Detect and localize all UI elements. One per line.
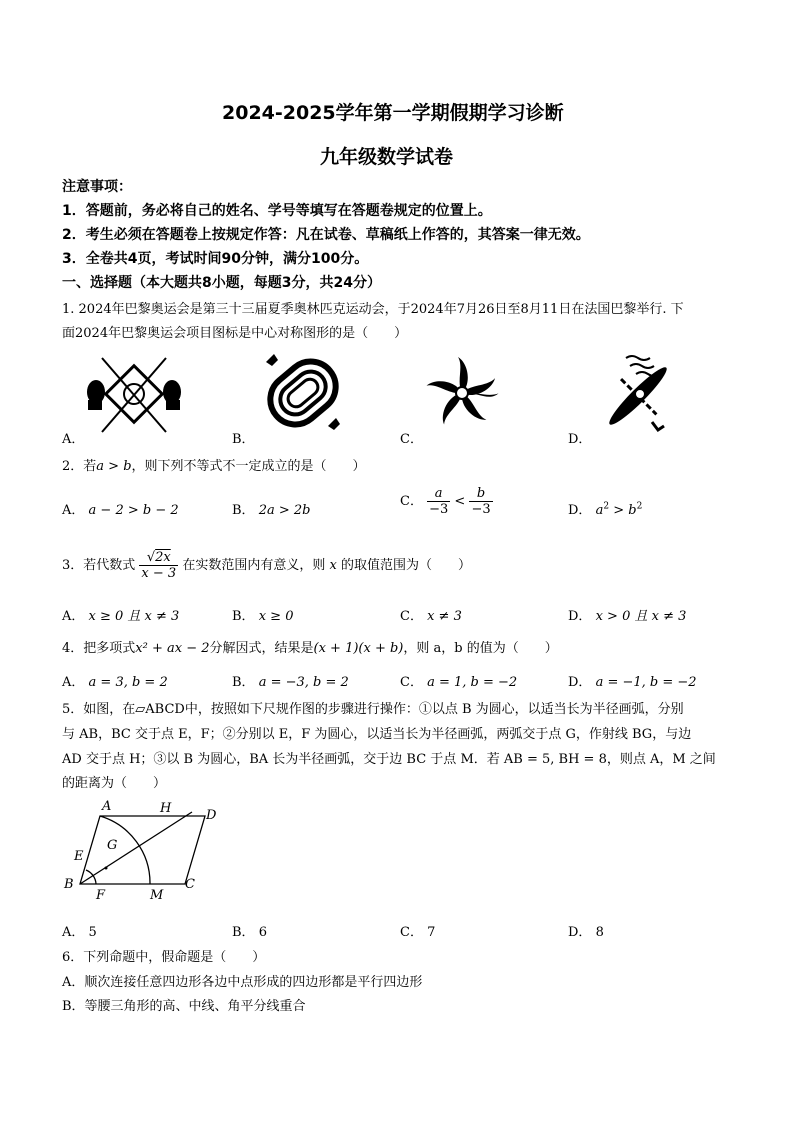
q5-option-d <box>568 921 604 940</box>
q4-factored: (x + 1)(x + b) <box>313 641 404 656</box>
q6-stem: 6．下列命题中，假命题是（ ） <box>62 950 266 965</box>
notes-heading: 注意事项： <box>62 179 132 195</box>
q4-option-c-text: a = 1, b = −2 <box>427 675 518 690</box>
numerator: √2x <box>139 550 178 566</box>
q4-option-c <box>400 671 517 690</box>
q3-stem <box>62 550 471 581</box>
q1-option-a: A． <box>62 432 85 447</box>
q5-option-a <box>62 921 97 940</box>
fraction <box>469 486 492 517</box>
athletics-track-icon <box>262 352 344 434</box>
numerator: b <box>469 486 492 502</box>
q3-stem-mid: 在实数范围内有意义，则 <box>182 558 326 573</box>
q2-stem <box>62 455 366 474</box>
q2-option-a <box>62 499 179 518</box>
option-label: C． <box>400 675 423 690</box>
q2-option-c <box>400 486 493 517</box>
fencing-icon <box>84 354 184 434</box>
exam-subtitle: 九年级数学试卷 <box>320 146 454 168</box>
note-item: 3．全卷共4页，考试时间90分钟，满分100分。 <box>62 251 369 267</box>
parallelogram-abcd <box>80 816 205 884</box>
option-label: B． <box>232 609 255 624</box>
label-b: B <box>64 877 74 892</box>
q4-option-b <box>232 671 349 690</box>
label-m: M <box>150 888 164 903</box>
q3-stem-post: 的取值范围为（ ） <box>340 558 471 573</box>
q5-stem-line4: 的距离为（ ） <box>62 776 167 791</box>
q5-option-b-text: 6 <box>258 925 267 940</box>
q4-stem-pre: 4．把多项式 <box>62 641 136 656</box>
q2-option-b <box>232 499 310 518</box>
q4-stem <box>62 637 558 656</box>
ray-bg <box>80 812 192 884</box>
numerator: a <box>427 486 450 502</box>
q2-stem-pre: 2．若 <box>62 459 97 474</box>
q4-option-a-text: a = 3, b = 2 <box>88 675 168 690</box>
fraction <box>427 486 450 517</box>
q1-option-d: D． <box>568 432 592 447</box>
denominator: −3 <box>471 502 491 517</box>
q3-variable: x <box>329 558 337 573</box>
less-than: < <box>454 494 466 509</box>
q1-stem-line1: 1. 2024年巴黎奥运会是第三十三届夏季奥林匹克运动会，于2024年7月26日至8月11日在法国巴黎举行. 下 <box>62 302 684 317</box>
option-label: B． <box>232 503 255 518</box>
option-label: B． <box>232 675 255 690</box>
fraction <box>139 550 178 581</box>
q4-stem-post: ，则 a，b 的值为（ ） <box>403 641 558 656</box>
label-a: A <box>102 799 112 814</box>
q3-option-d-text: x > 0 且 x ≠ 3 <box>595 609 687 624</box>
q5-stem-line2: 与 AB，BC 交于点 E，F；②分别以 E，F 为圆心，以适当长为半径画弧，两弧交于点 G，作射线 BG，与边 <box>62 727 692 742</box>
option-label: B． <box>232 925 255 940</box>
option-label: C． <box>400 494 423 509</box>
q4-stem-mid: 分解因式，结果是 <box>209 641 314 656</box>
option-label: C． <box>400 925 423 940</box>
denominator: x − 3 <box>141 566 177 581</box>
q1-option-b: B． <box>232 432 255 447</box>
q2-condition: a > b <box>96 459 132 474</box>
base-b: b <box>628 503 637 518</box>
option-label: A． <box>62 503 85 518</box>
q4-option-d-text: a = −1, b = −2 <box>595 675 697 690</box>
q5-option-a-text: 5 <box>88 925 97 940</box>
label-f: F <box>96 888 106 903</box>
option-label: A． <box>62 925 85 940</box>
q2-stem-post: ，则下列不等式不一定成立的是（ ） <box>131 459 366 474</box>
q3-option-c <box>400 605 462 624</box>
label-e: E <box>74 849 84 864</box>
label-h: H <box>160 801 172 816</box>
radicand: 2x <box>155 550 171 565</box>
q3-option-b <box>232 605 293 624</box>
q5-option-d-text: 8 <box>595 925 604 940</box>
q2-option-b-text: 2a > 2b <box>258 503 311 518</box>
option-label: A． <box>62 609 85 624</box>
exponent: 2 <box>636 501 643 512</box>
q6-option-a: A．顺次连接任意四边形各边中点形成的四边形都是平行四边形 <box>62 975 423 990</box>
label-g: G <box>107 838 118 853</box>
option-label: A． <box>62 675 85 690</box>
q6-option-b: B．等腰三角形的高、中线、角平分线重合 <box>62 999 306 1014</box>
denominator: −3 <box>429 502 449 517</box>
q4-polynomial: x² + ax − 2 <box>135 641 210 656</box>
q3-option-a-text: x ≥ 0 且 x ≠ 3 <box>88 609 180 624</box>
exam-title: 2024-2025学年第一学期假期学习诊断 <box>222 102 564 124</box>
option-label: D． <box>568 503 592 518</box>
parallelogram-figure <box>60 798 230 910</box>
point-g <box>105 867 108 870</box>
pinwheel-icon <box>424 352 500 434</box>
base-a: a <box>595 503 604 518</box>
note-item: 2．考生必须在答题卷上按规定作答：凡在试卷、草稿纸上作答的，其答案一律无效。 <box>62 227 590 243</box>
q5-option-b <box>232 921 267 940</box>
q5-stem-line3: AD 交于点 H；③以 B 为圆心，BA 长为半径画弧，交于边 BC 于点 M．若 AB = 5, BH = 8，则点 A，M 之间 <box>62 752 716 767</box>
label-d: D <box>206 808 217 823</box>
q2-option-a-text: a − 2 > b − 2 <box>88 503 179 518</box>
option-label: C． <box>400 609 423 624</box>
exponent: 2 <box>603 501 610 512</box>
q1-option-c: C． <box>400 432 423 447</box>
q1-stem-line2: 面2024年巴黎奥运会项目图标是中心对称图形的是（ ） <box>62 326 408 341</box>
q3-option-b-text: x ≥ 0 <box>258 609 294 624</box>
option-label: D． <box>568 925 592 940</box>
q3-option-a <box>62 605 179 624</box>
q5-stem-line1: 5．如图，在▱ABCD中，按照如下尺规作图的步骤进行操作：①以点 B 为圆心，以适当长为半径画弧，分别 <box>62 702 684 717</box>
q4-option-b-text: a = −3, b = 2 <box>258 675 349 690</box>
q3-option-d <box>568 605 686 624</box>
option-label: D． <box>568 675 592 690</box>
q5-option-c <box>400 921 435 940</box>
q2-option-d: D． $a^2 > b^2$ <box>568 501 643 518</box>
label-c: C <box>185 877 195 892</box>
q4-option-d <box>568 671 697 690</box>
option-label: D． <box>568 609 592 624</box>
q4-option-a <box>62 671 168 690</box>
q5-option-c-text: 7 <box>427 925 436 940</box>
note-item: 1．答题前，务必将自己的姓名、学号等填写在答题卷规定的位置上。 <box>62 203 492 219</box>
section-heading: 一、选择题（本大题共8小题，每题3分，共24分） <box>62 275 381 291</box>
canoe-icon <box>596 352 680 436</box>
q3-stem-pre: 3．若代数式 <box>62 558 136 573</box>
q3-option-c-text: x ≠ 3 <box>427 609 462 624</box>
